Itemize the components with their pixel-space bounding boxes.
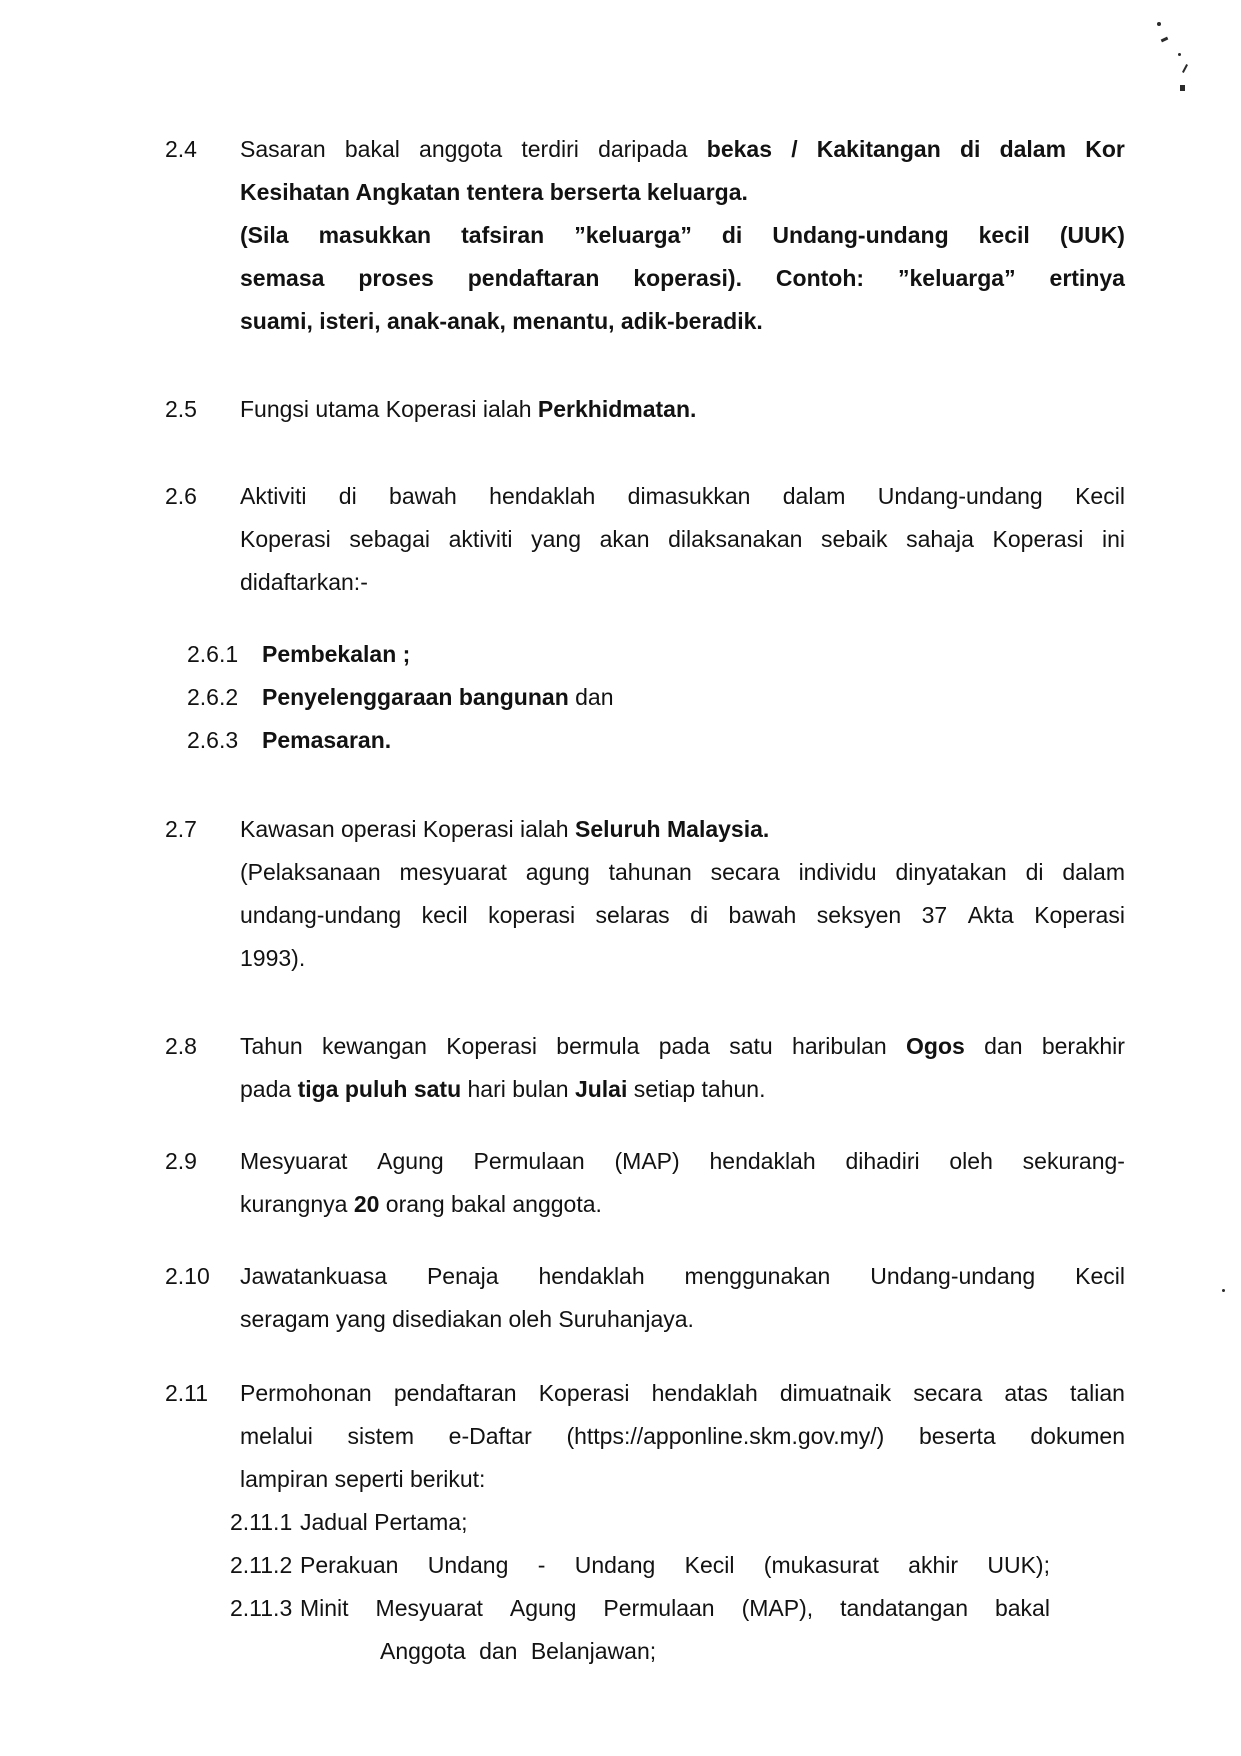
- text-run: pendaftaran: [393, 1380, 517, 1406]
- text-run: dinyatakan: [895, 859, 1007, 885]
- subsection-number: 2.6.2: [187, 684, 239, 710]
- text-line: [240, 851, 1125, 894]
- text-run: Kor: [1085, 136, 1125, 162]
- section-number: 2.8: [165, 1033, 197, 1059]
- text-line: [262, 633, 1050, 676]
- text-run: semasa: [240, 265, 325, 291]
- text-run: Kakitangan: [816, 136, 941, 162]
- text-run: hari bulan: [461, 1076, 575, 1102]
- text-run: 37: [921, 902, 948, 928]
- text-line: [240, 171, 1125, 214]
- text-run: (MAP): [614, 1148, 680, 1174]
- text-run: Koperasi: [1034, 902, 1125, 928]
- text-run: seragam yang disediakan oleh Suruhanjaya.: [240, 1306, 694, 1332]
- text-run: Julai: [574, 1076, 628, 1102]
- text-line: [262, 676, 1050, 719]
- scan-speck: [1161, 37, 1169, 43]
- text-line: [240, 1255, 1125, 1298]
- section-number: 2.7: [165, 816, 197, 842]
- text-run: melalui: [240, 1423, 313, 1449]
- text-run: akhir: [908, 1552, 959, 1578]
- text-line: [240, 518, 1125, 561]
- text-run: Kawasan operasi Koperasi ialah: [240, 816, 575, 842]
- text-run: yang: [531, 526, 582, 552]
- text-run: Contoh:: [775, 265, 865, 291]
- text-run: aktiviti: [448, 526, 513, 552]
- text-run: (UUK): [1059, 222, 1125, 248]
- text-run: satu: [729, 1033, 773, 1059]
- text-run: -: [537, 1552, 546, 1578]
- text-run: orang bakal anggota.: [379, 1191, 602, 1217]
- text-run: Aktiviti: [240, 483, 307, 509]
- text-run: Jawatankuasa: [240, 1263, 388, 1289]
- text-run: Undang-undang: [870, 1263, 1036, 1289]
- text-run: tahunan: [608, 859, 692, 885]
- section-number: 2.6: [165, 483, 197, 509]
- text-run: (Pelaksanaan: [240, 859, 381, 885]
- scan-speck: [1178, 53, 1181, 56]
- text-run: menggunakan: [684, 1263, 831, 1289]
- text-line: [240, 1025, 1125, 1068]
- section-2.11: [165, 1372, 1125, 1501]
- text-run: Permohonan: [240, 1380, 372, 1406]
- section-number: 2.5: [165, 396, 197, 422]
- text-run: pada: [658, 1033, 710, 1059]
- text-line: [240, 475, 1125, 518]
- text-run: ini: [1101, 526, 1125, 552]
- subsection-text: [300, 1501, 1050, 1544]
- section-2.4: [165, 128, 1125, 343]
- text-run: Kesihatan Angkatan tentera berserta keluarga.: [240, 179, 748, 205]
- text-run: UUK);: [987, 1552, 1050, 1578]
- text-run: sebagai: [349, 526, 430, 552]
- text-run: Pemasaran.: [262, 727, 392, 753]
- text-run: Penyelenggaraan bangunan: [262, 684, 569, 710]
- text-run: dimuatnaik: [779, 1380, 892, 1406]
- subsection-number: 2.11.2: [230, 1552, 293, 1578]
- text-run: (mukasurat: [763, 1552, 879, 1578]
- text-line: [240, 214, 1125, 257]
- subsection-number: 2.11.1: [230, 1509, 293, 1535]
- text-run: bakal: [994, 1595, 1050, 1621]
- text-run: dihadiri: [845, 1148, 920, 1174]
- text-run: di: [959, 136, 981, 162]
- text-run: Agung: [509, 1595, 577, 1621]
- text-run: Tahun: [240, 1033, 303, 1059]
- text-run: kurangnya: [240, 1191, 354, 1217]
- text-run: dalam: [1062, 859, 1125, 885]
- text-line: [300, 1501, 1050, 1544]
- text-run: individu: [798, 859, 877, 885]
- text-line: [240, 1183, 1125, 1226]
- text-run: dalam: [782, 483, 846, 509]
- text-run: dokumen: [1030, 1423, 1125, 1449]
- text-line: [240, 894, 1125, 937]
- scan-speck: [1157, 22, 1161, 26]
- text-run: bakal: [344, 136, 400, 162]
- text-line: [240, 561, 1125, 604]
- document-body: [165, 128, 1125, 1673]
- subsection-number: 2.6.3: [187, 727, 239, 753]
- text-run: secara: [710, 859, 780, 885]
- text-run: Mesyuarat: [240, 1148, 348, 1174]
- text-run: Kecil: [1075, 483, 1125, 509]
- text-run: (Sila: [240, 222, 289, 248]
- text-run: beserta: [918, 1423, 996, 1449]
- text-run: Koperasi: [446, 1033, 537, 1059]
- text-run: di: [721, 222, 743, 248]
- text-run: Undang: [574, 1552, 656, 1578]
- text-run: di: [690, 902, 709, 928]
- subsection-2.11.3: [165, 1587, 1125, 1673]
- text-run: mesyuarat: [399, 859, 507, 885]
- text-run: talian: [1069, 1380, 1125, 1406]
- section-number: 2.9: [165, 1148, 197, 1174]
- text-run: haribulan: [792, 1033, 887, 1059]
- subsection-2.6.3: [165, 719, 1125, 762]
- text-run: Fungsi utama Koperasi ialah: [240, 396, 538, 422]
- section-paragraph: [240, 1372, 1125, 1501]
- text-run: tiga puluh satu: [297, 1076, 462, 1102]
- text-run: Ogos: [906, 1033, 965, 1059]
- text-run: /: [791, 136, 798, 162]
- text-run: hendaklah: [489, 483, 596, 509]
- text-run: ertinya: [1049, 265, 1125, 291]
- text-run: sebaik: [821, 526, 888, 552]
- text-run: Kecil: [684, 1552, 735, 1578]
- text-run: didaftarkan:-: [240, 569, 368, 595]
- text-line: [262, 719, 1050, 762]
- text-run: proses: [358, 265, 434, 291]
- text-run: Penaja: [426, 1263, 499, 1289]
- text-run: pendaftaran: [467, 265, 600, 291]
- text-run: setiap tahun.: [627, 1076, 766, 1102]
- subsection-text: [262, 719, 1050, 762]
- section-paragraph: [240, 1140, 1125, 1226]
- text-run: Koperasi: [538, 1380, 630, 1406]
- text-run: dilaksanakan: [668, 526, 803, 552]
- subsection-text: [300, 1587, 1050, 1673]
- text-run: atas: [1004, 1380, 1048, 1406]
- text-run: (MAP),: [741, 1595, 814, 1621]
- text-run: Perakuan: [300, 1552, 399, 1578]
- text-run: seksyen: [816, 902, 902, 928]
- text-run: koperasi).: [633, 265, 742, 291]
- subsection-text: [262, 676, 1050, 719]
- text-run: Koperasi: [992, 526, 1084, 552]
- text-line: [240, 257, 1125, 300]
- text-run: Perkhidmatan.: [537, 396, 697, 422]
- text-run: kecil: [421, 902, 468, 928]
- text-line: [300, 1544, 1050, 1587]
- subsection-2.11.1: [165, 1501, 1125, 1544]
- section-number: 2.10: [165, 1263, 210, 1289]
- text-run: kecil: [978, 222, 1030, 248]
- subsection-2.6.1: [165, 633, 1125, 676]
- section-paragraph: [240, 475, 1125, 604]
- text-run: berakhir: [1041, 1033, 1125, 1059]
- section-number: 2.4: [165, 136, 197, 162]
- text-line: [240, 300, 1125, 343]
- text-run: daripada: [598, 136, 688, 162]
- text-run: koperasi: [488, 902, 576, 928]
- text-run: sekurang-: [1022, 1148, 1125, 1174]
- text-run: Koperasi: [240, 526, 331, 552]
- text-line: [240, 937, 1125, 980]
- text-run: hendaklah: [709, 1148, 816, 1174]
- text-run: dimasukkan: [627, 483, 751, 509]
- section-paragraph: [240, 128, 1125, 343]
- text-line: [240, 1415, 1125, 1458]
- text-run: Seluruh Malaysia.: [574, 816, 770, 842]
- text-run: sistem: [347, 1423, 414, 1449]
- text-line: [300, 1587, 1050, 1630]
- subsection-number: 2.11.3: [230, 1595, 293, 1621]
- text-run: secara: [913, 1380, 983, 1406]
- text-run: hendaklah: [651, 1380, 758, 1406]
- text-run: Permulaan: [603, 1595, 715, 1621]
- text-line: [240, 1458, 1125, 1501]
- text-run: dan: [568, 684, 614, 710]
- text-run: undang-undang: [240, 902, 402, 928]
- text-run: hendaklah: [538, 1263, 645, 1289]
- section-2.7: [165, 808, 1125, 980]
- subsection-2.11.2: [165, 1544, 1125, 1587]
- text-run: dan: [984, 1033, 1023, 1059]
- text-line: [240, 128, 1125, 171]
- text-run: Kecil: [1075, 1263, 1125, 1289]
- text-run: bekas: [706, 136, 772, 162]
- text-run: Anggota dan Belanjawan;: [380, 1638, 657, 1664]
- text-run: bawah: [389, 483, 457, 509]
- section-number: 2.11: [165, 1380, 209, 1406]
- text-run: kewangan: [322, 1033, 427, 1059]
- text-run: Undang-undang: [772, 222, 949, 248]
- text-line: [240, 1068, 1125, 1111]
- scan-speck: [1180, 85, 1185, 91]
- subsection-2.6.2: [165, 676, 1125, 719]
- text-run: (https://apponline.skm.gov.my/): [566, 1423, 885, 1449]
- text-run: suami, isteri, anak-anak, menantu, adik-beradik.: [240, 308, 763, 334]
- text-run: ”keluarga”: [897, 265, 1016, 291]
- section-paragraph: [240, 388, 1125, 431]
- section-paragraph: [240, 1025, 1125, 1111]
- text-line: [240, 1372, 1125, 1415]
- text-run: Jadual Pertama;: [300, 1509, 468, 1535]
- text-run: ”keluarga”: [574, 222, 692, 248]
- text-run: Sasaran: [240, 136, 326, 162]
- text-run: di: [1025, 859, 1044, 885]
- text-run: lampiran seperti berikut:: [240, 1466, 486, 1492]
- section-2.8: [165, 1025, 1125, 1111]
- text-run: Permulaan: [473, 1148, 585, 1174]
- text-line: [240, 1140, 1125, 1183]
- text-run: 1993).: [240, 945, 306, 971]
- text-run: bermula: [556, 1033, 640, 1059]
- section-2.9: [165, 1140, 1125, 1226]
- text-line: [240, 388, 1125, 431]
- text-run: akan: [599, 526, 650, 552]
- section-2.10: [165, 1255, 1125, 1341]
- text-run: Pembekalan ;: [262, 641, 411, 667]
- text-run: Agung: [377, 1148, 444, 1174]
- section-paragraph: [240, 1255, 1125, 1341]
- text-run: tafsiran: [461, 222, 545, 248]
- subsection-text: [262, 633, 1050, 676]
- text-run: dalam: [999, 136, 1067, 162]
- text-run: Minit: [300, 1595, 349, 1621]
- scan-speck: [1222, 1289, 1225, 1292]
- section-2.6: [165, 475, 1125, 604]
- text-run: sahaja: [906, 526, 974, 552]
- text-run: bawah: [728, 902, 797, 928]
- text-run: agung: [525, 859, 590, 885]
- text-run: 20: [353, 1191, 380, 1217]
- section-paragraph: [240, 808, 1125, 980]
- section-2.5: [165, 388, 1125, 431]
- text-run: oleh: [949, 1148, 993, 1174]
- text-line: [240, 1298, 1125, 1341]
- text-run: anggota: [419, 136, 503, 162]
- scan-speck: [1182, 64, 1188, 73]
- text-run: e-Daftar: [448, 1423, 532, 1449]
- subsection-number: 2.6.1: [187, 641, 239, 667]
- text-run: tandatangan: [840, 1595, 968, 1621]
- text-run: masukkan: [318, 222, 432, 248]
- text-run: Akta: [967, 902, 1014, 928]
- text-run: di: [338, 483, 357, 509]
- text-run: pada: [240, 1076, 298, 1102]
- subsection-text: [300, 1544, 1050, 1587]
- text-run: Undang: [427, 1552, 509, 1578]
- text-line: [240, 808, 1125, 851]
- text-run: selaras: [595, 902, 670, 928]
- text-run: Undang-undang: [877, 483, 1043, 509]
- text-run: terdiri: [521, 136, 579, 162]
- text-line: [300, 1630, 1050, 1673]
- text-run: Mesyuarat: [375, 1595, 483, 1621]
